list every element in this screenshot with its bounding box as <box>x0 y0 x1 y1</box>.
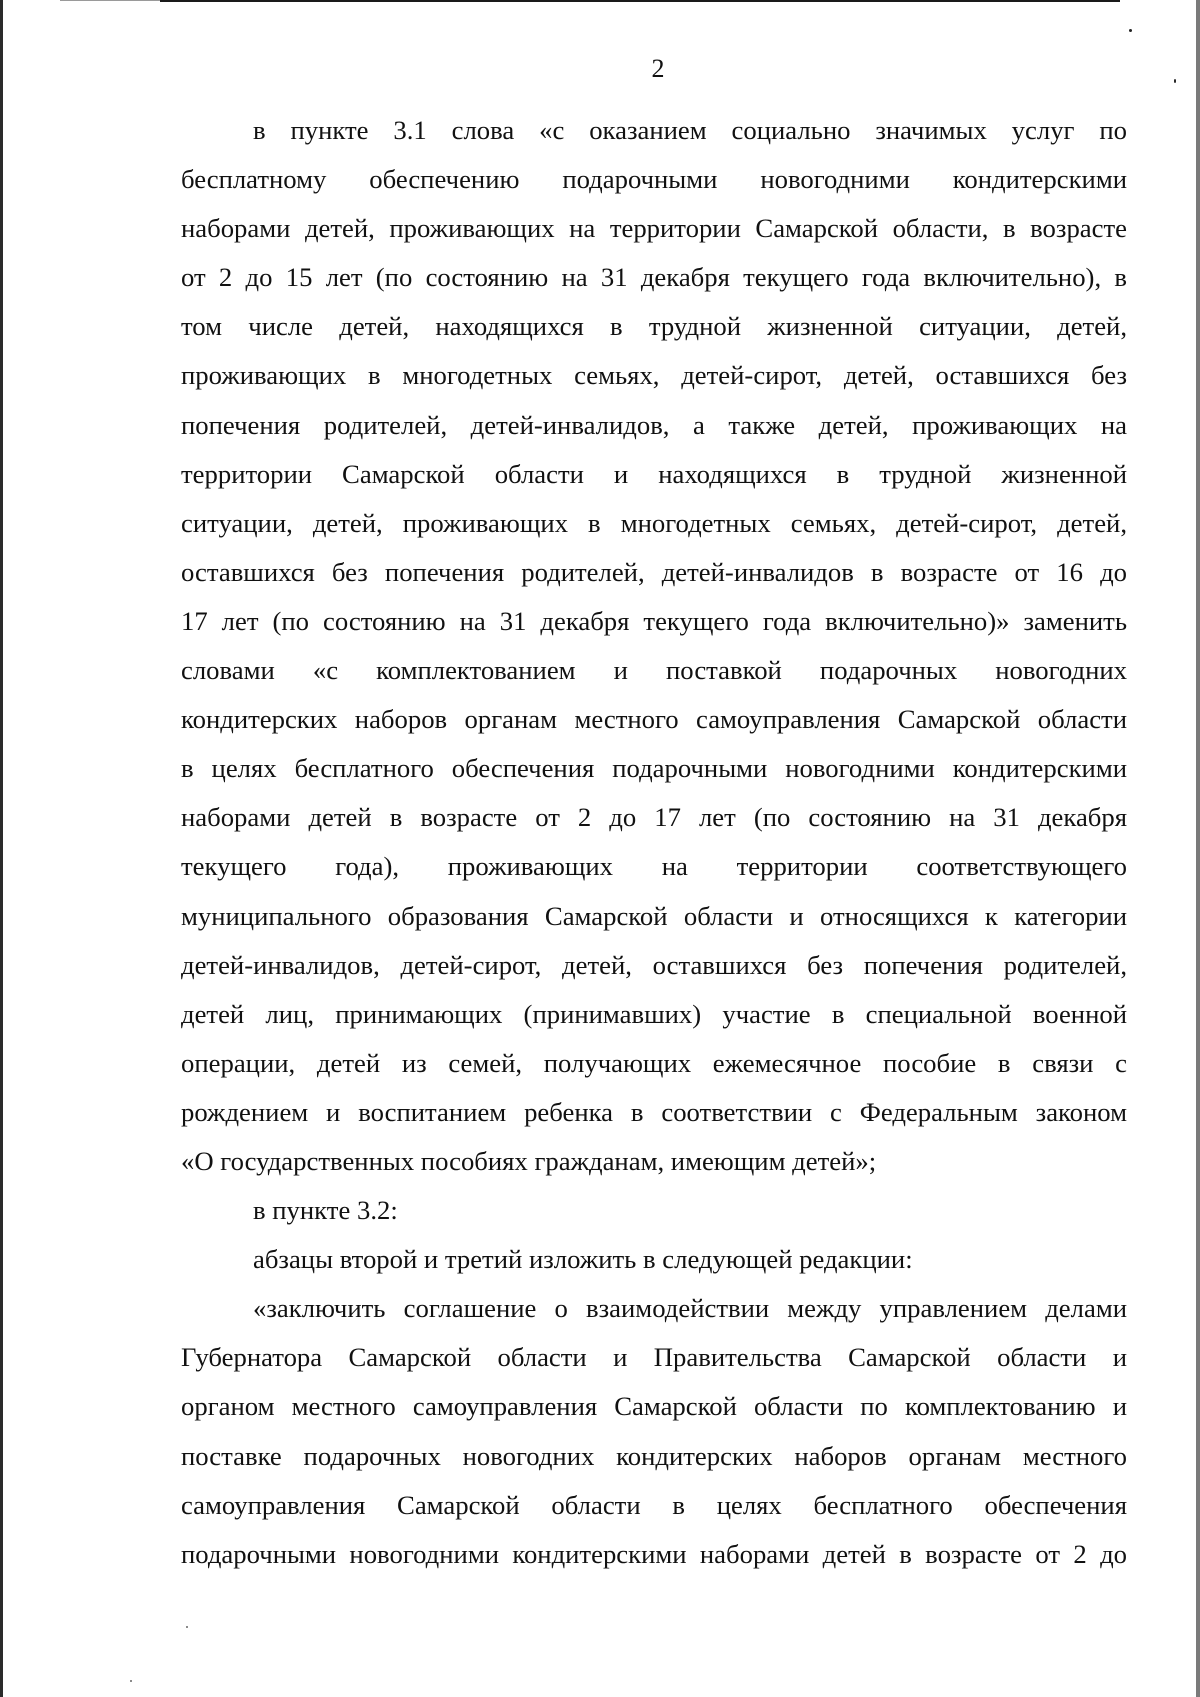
scan-speck <box>1129 29 1132 32</box>
text-line: 17 лет (по состоянию на 31 декабря текущего года включительно)» заменить <box>181 605 1127 636</box>
text-line: бесплатному обеспечению подарочными новогодними кондитерскими <box>181 164 1127 195</box>
text-line: словами «с комплектованием и поставкой подарочных новогодних <box>181 655 1127 686</box>
paragraph <box>181 1186 1127 1235</box>
text-line: в целях бесплатного обеспечения подарочными новогодними кондитерскими <box>181 753 1127 784</box>
text-line: Губернатора Самарской области и Правительства Самарской области и <box>181 1342 1127 1373</box>
text-line: муниципального образования Самарской области и относящихся к категории <box>181 900 1127 931</box>
paragraph <box>181 106 1127 1186</box>
text-line: ситуации, детей, проживающих в многодетных семьях, детей-сирот, детей, <box>181 507 1127 538</box>
text-line: органом местного самоуправления Самарской области по комплектованию и <box>181 1391 1127 1422</box>
page-number: 2 <box>651 54 665 83</box>
text-line: от 2 до 15 лет (по состоянию на 31 декабря текущего года включительно), в <box>181 262 1127 293</box>
scan-edge-right <box>1196 0 1200 1697</box>
document-body <box>181 106 1127 1579</box>
text-line: в пункте 3.1 слова «с оказанием социально значимых услуг по <box>253 115 1127 145</box>
text-line: рождением и воспитанием ребенка в соответствии с Федеральным законом <box>181 1096 1127 1127</box>
scan-edge-left <box>0 0 3 1697</box>
text-line: в пункте 3.2: <box>253 1195 398 1226</box>
text-line: «заключить соглашение о взаимодействии между управлением делами <box>253 1293 1127 1324</box>
text-line: подарочными новогодними кондитерскими наборами детей в возрасте от 2 до <box>181 1538 1127 1569</box>
text-line: кондитерских наборов органам местного самоуправления Самарской области <box>181 704 1127 735</box>
text-line: самоуправления Самарской области в целях бесплатного обеспечения <box>181 1489 1127 1520</box>
text-line: детей-инвалидов, детей-сирот, детей, оставшихся без попечения родителей, <box>181 949 1127 980</box>
text-line: территории Самарской области и находящихся в трудной жизненной <box>181 458 1127 489</box>
text-line: наборами детей, проживающих на территории Самарской области, в возрасте <box>181 213 1127 244</box>
text-line: текущего года), проживающих на территории соответствующего <box>181 851 1127 882</box>
text-line: попечения родителей, детей-инвалидов, а также детей, проживающих на <box>181 409 1127 440</box>
text-line: оставшихся без попечения родителей, детей-инвалидов в возрасте от 16 до <box>181 556 1127 587</box>
text-line: абзацы второй и третий изложить в следующей редакции: <box>253 1244 913 1275</box>
scan-speck <box>186 1626 188 1628</box>
paragraph <box>181 1284 1127 1579</box>
text-line: том числе детей, находящихся в трудной жизненной ситуации, детей, <box>181 311 1127 342</box>
text-line: операции, детей из семей, получающих ежемесячное пособие в связи с <box>181 1047 1127 1078</box>
text-line: «О государственных пособиях гражданам, имеющим детей»; <box>181 1145 877 1176</box>
text-line: проживающих в многодетных семьях, детей-сирот, детей, оставшихся без <box>181 360 1127 391</box>
scan-edge-top-faint <box>60 0 160 1</box>
text-line: детей лиц, принимающих (принимавших) участие в специальной военной <box>181 998 1127 1029</box>
paragraph <box>181 1235 1127 1284</box>
scan-edge-top <box>160 0 1120 2</box>
text-line: наборами детей в возрасте от 2 до 17 лет (по состоянию на 31 декабря <box>181 802 1127 833</box>
text-line: поставке подарочных новогодних кондитерских наборов органам местного <box>181 1440 1127 1471</box>
scan-speck <box>130 1680 132 1682</box>
